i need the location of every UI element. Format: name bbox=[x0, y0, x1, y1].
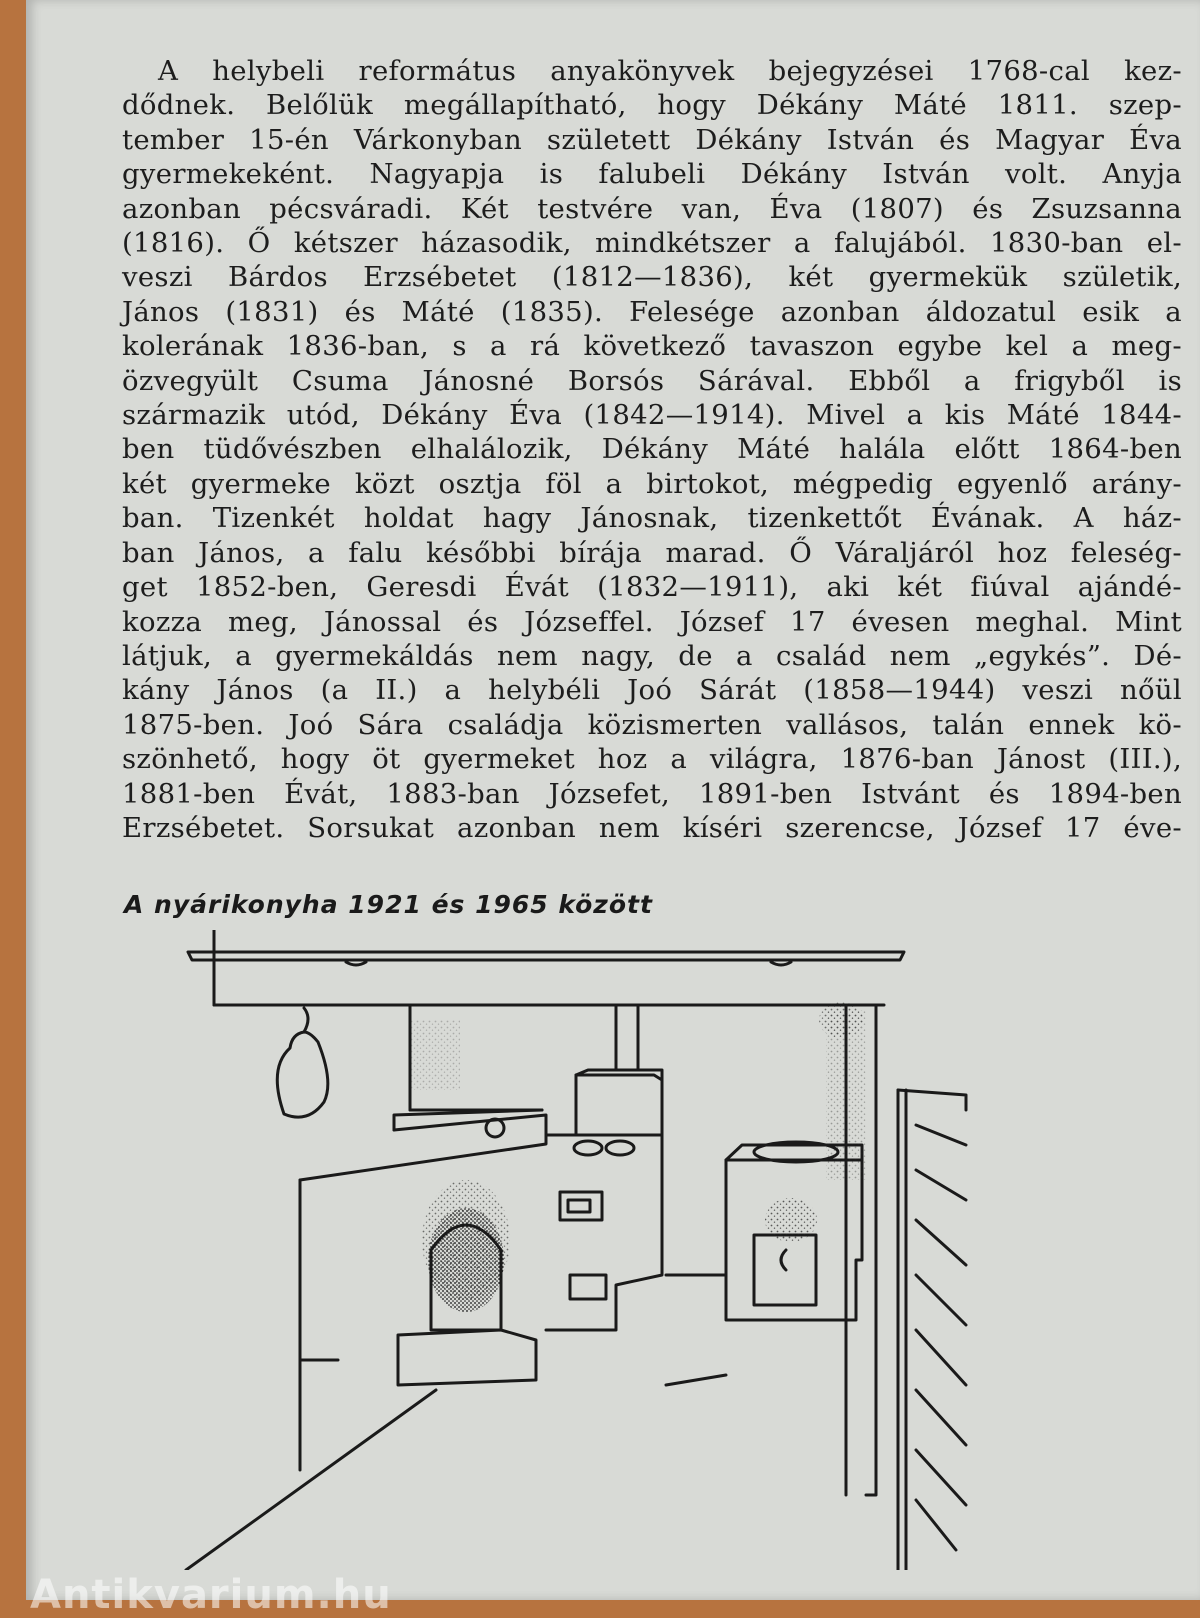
body-paragraph bbox=[122, 54, 1182, 845]
hanging-bag bbox=[277, 1008, 328, 1117]
stovepipe bbox=[616, 1005, 638, 1070]
text-line: ban. Tizenkét holdat hagy Jánosnak, tizenkettőt Évának. A ház- bbox=[122, 502, 1182, 535]
summer-kitchen-illustration bbox=[26, 930, 1200, 1570]
text-line: ban János, a falu későbbi bírája marad. Ő Váraljáról hoz feleség- bbox=[122, 536, 1182, 569]
text-line: özvegyült Csuma Jánosné Borsós Sárával. Ebből a frigyből is bbox=[122, 364, 1182, 397]
text-line: szönhető, hogy öt gyermeket hoz a világra, 1876-ban Jánost (III.), bbox=[122, 743, 1182, 776]
text-line: származik utód, Dékány Éva (1842—1914). Mivel a kis Máté 1844- bbox=[122, 399, 1182, 432]
text-line: 1875-ben. Joó Sára családja közismerten vallásos, talán ennek kö- bbox=[122, 708, 1182, 741]
text-line: János (1831) és Máté (1835). Felesége azonban áldozatul esik a bbox=[122, 295, 1182, 328]
text-line: veszi Bárdos Erzsébetet (1812—1836), két gyermekük születik, bbox=[122, 261, 1182, 294]
text-line: kány János (a II.) a helybéli Joó Sárát (1858—1944) veszi nőül bbox=[122, 674, 1182, 707]
figure-caption: A nyárikonyha 1921 és 1965 között bbox=[124, 890, 653, 919]
cooking-stove bbox=[546, 1135, 662, 1330]
stove-top-box bbox=[576, 1075, 662, 1135]
text-line: gyermekeként. Nagyapja is falubeli Dékány István volt. Anyja bbox=[122, 158, 1182, 191]
text-line: get 1852-ben, Geresdi Évát (1832—1911), aki két fiúval ajándé- bbox=[122, 571, 1182, 604]
text-line: kozza meg, Jánossal és Józseffel. József 17 évesen meghal. Mint bbox=[122, 605, 1182, 638]
watermark: Antikvarium.hu bbox=[30, 1572, 392, 1618]
door-post bbox=[866, 1005, 876, 1495]
door-frame bbox=[898, 1090, 906, 1570]
text-line: kolerának 1836-ban, s a rá következő tavaszon egybe kel a meg- bbox=[122, 330, 1182, 363]
text-line: 1881-ben Évát, 1883-ban Józsefet, 1891-ben Istvánt és 1894-ben bbox=[122, 777, 1182, 810]
shelf-board bbox=[188, 952, 904, 960]
text-line: két gyermeke közt osztja föl a birtokot, mégpedig egyenlő arány- bbox=[122, 467, 1182, 500]
text-line: dődnek. Belőlük megállapítható, hogy Dékány Máté 1811. szep- bbox=[122, 89, 1182, 122]
text-line: A helybeli református anyakönyvek bejegyzései 1768-cal kez- bbox=[158, 55, 1182, 87]
text-line: ben tüdővészben elhalálozik, Dékány Máté halála előtt 1864-ben bbox=[122, 433, 1182, 466]
oven-door bbox=[560, 1192, 602, 1220]
text-line: (1816). Ő kétszer házasodik, mindkétszer a falujából. 1830-ban el- bbox=[122, 227, 1182, 260]
text-line: azonban pécsváradi. Két testvére van, Éva (1807) és Zsuzsanna bbox=[122, 192, 1182, 225]
text-line: tember 15-én Várkonyban született Dékány István és Magyar Éva bbox=[122, 123, 1182, 156]
text-line: Erzsébetet. Sorsukat azonban nem kíséri szerencse, József 17 éve- bbox=[122, 811, 1182, 844]
book-page bbox=[26, 0, 1200, 1618]
text-line: látjuk, a gyermekáldás nem nagy, de a család nem „egykés”. Dé- bbox=[122, 639, 1182, 672]
